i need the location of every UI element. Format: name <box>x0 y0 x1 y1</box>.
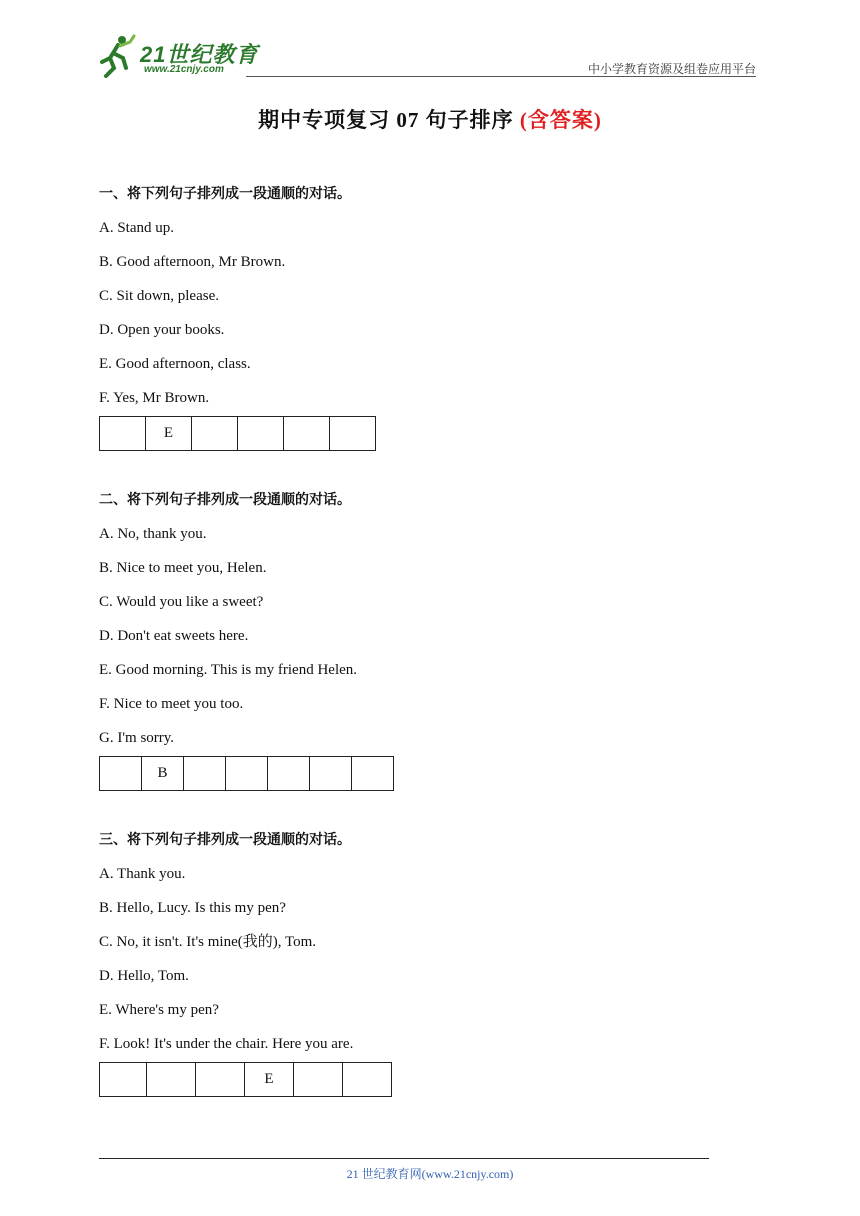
option-f: F. Nice to meet you too. <box>99 696 244 712</box>
answer-table <box>99 756 394 791</box>
answer-cell[interactable] <box>226 757 268 791</box>
footer-link[interactable]: 21 世纪教育网(www.21cnjy.com) <box>346 1167 514 1181</box>
answer-cell[interactable]: E <box>146 417 192 451</box>
option-f: F. Look! It's under the chair. Here you are. <box>99 1036 354 1052</box>
option-d: D. Don't eat sweets here. <box>99 628 249 644</box>
section-2 <box>99 490 759 791</box>
option-g: G. I'm sorry. <box>99 730 175 746</box>
option-a: A. No, thank you. <box>99 526 207 542</box>
option-a: A. Stand up. <box>99 220 174 236</box>
answer-cell[interactable]: B <box>142 757 184 791</box>
option-b: B. Hello, Lucy. Is this my pen? <box>99 900 286 916</box>
option-a: A. Thank you. <box>99 866 186 882</box>
section-1 <box>99 184 759 451</box>
answer-table <box>99 416 376 451</box>
section-heading: 三、将下列句子排列成一段通顺的对话。 <box>99 832 351 848</box>
answer-cell[interactable] <box>238 417 284 451</box>
answer-cell[interactable] <box>268 757 310 791</box>
answer-cell[interactable] <box>100 757 142 791</box>
runner-logo-icon <box>96 34 136 78</box>
section-heading: 一、将下列句子排列成一段通顺的对话。 <box>99 186 351 202</box>
answer-cell[interactable]: E <box>245 1063 294 1097</box>
option-c: C. Would you like a sweet? <box>99 594 264 610</box>
section-3 <box>99 830 759 1097</box>
option-d: D. Open your books. <box>99 322 225 338</box>
header-divider <box>246 76 756 77</box>
answer-cell[interactable] <box>294 1063 343 1097</box>
logo-text: 21世纪教育 <box>140 42 259 67</box>
answer-cell[interactable] <box>147 1063 196 1097</box>
answer-cell[interactable] <box>196 1063 245 1097</box>
answer-cell[interactable] <box>192 417 238 451</box>
title-main: 期中专项复习 07 句子排序 <box>258 108 520 132</box>
answer-cell[interactable] <box>100 1063 147 1097</box>
answer-cell[interactable] <box>343 1063 392 1097</box>
option-e: E. Good afternoon, class. <box>99 356 251 372</box>
answer-cell[interactable] <box>352 757 394 791</box>
answer-cell[interactable] <box>310 757 352 791</box>
option-b: B. Good afternoon, Mr Brown. <box>99 254 286 270</box>
option-c: C. No, it isn't. It's mine(我的), Tom. <box>99 934 316 950</box>
answer-cell[interactable] <box>284 417 330 451</box>
option-b: B. Nice to meet you, Helen. <box>99 560 267 576</box>
title-answer-tag: (含答案) <box>519 108 602 132</box>
logo-url: www.21cnjy.com <box>144 64 224 75</box>
answer-cell[interactable] <box>330 417 376 451</box>
answer-cell[interactable] <box>100 417 146 451</box>
option-e: E. Where's my pen? <box>99 1002 219 1018</box>
option-f: F. Yes, Mr Brown. <box>99 390 210 406</box>
logo <box>96 34 266 78</box>
page-header <box>96 28 756 78</box>
option-d: D. Hello, Tom. <box>99 968 189 984</box>
page-title <box>0 104 860 134</box>
footer-divider <box>99 1158 709 1159</box>
option-c: C. Sit down, please. <box>99 288 219 304</box>
option-e: E. Good morning. This is my friend Helen. <box>99 662 358 678</box>
header-platform-text: 中小学教育资源及组卷应用平台 <box>587 62 756 76</box>
answer-table <box>99 1062 392 1097</box>
answer-cell[interactable] <box>184 757 226 791</box>
section-heading: 二、将下列句子排列成一段通顺的对话。 <box>99 492 351 508</box>
